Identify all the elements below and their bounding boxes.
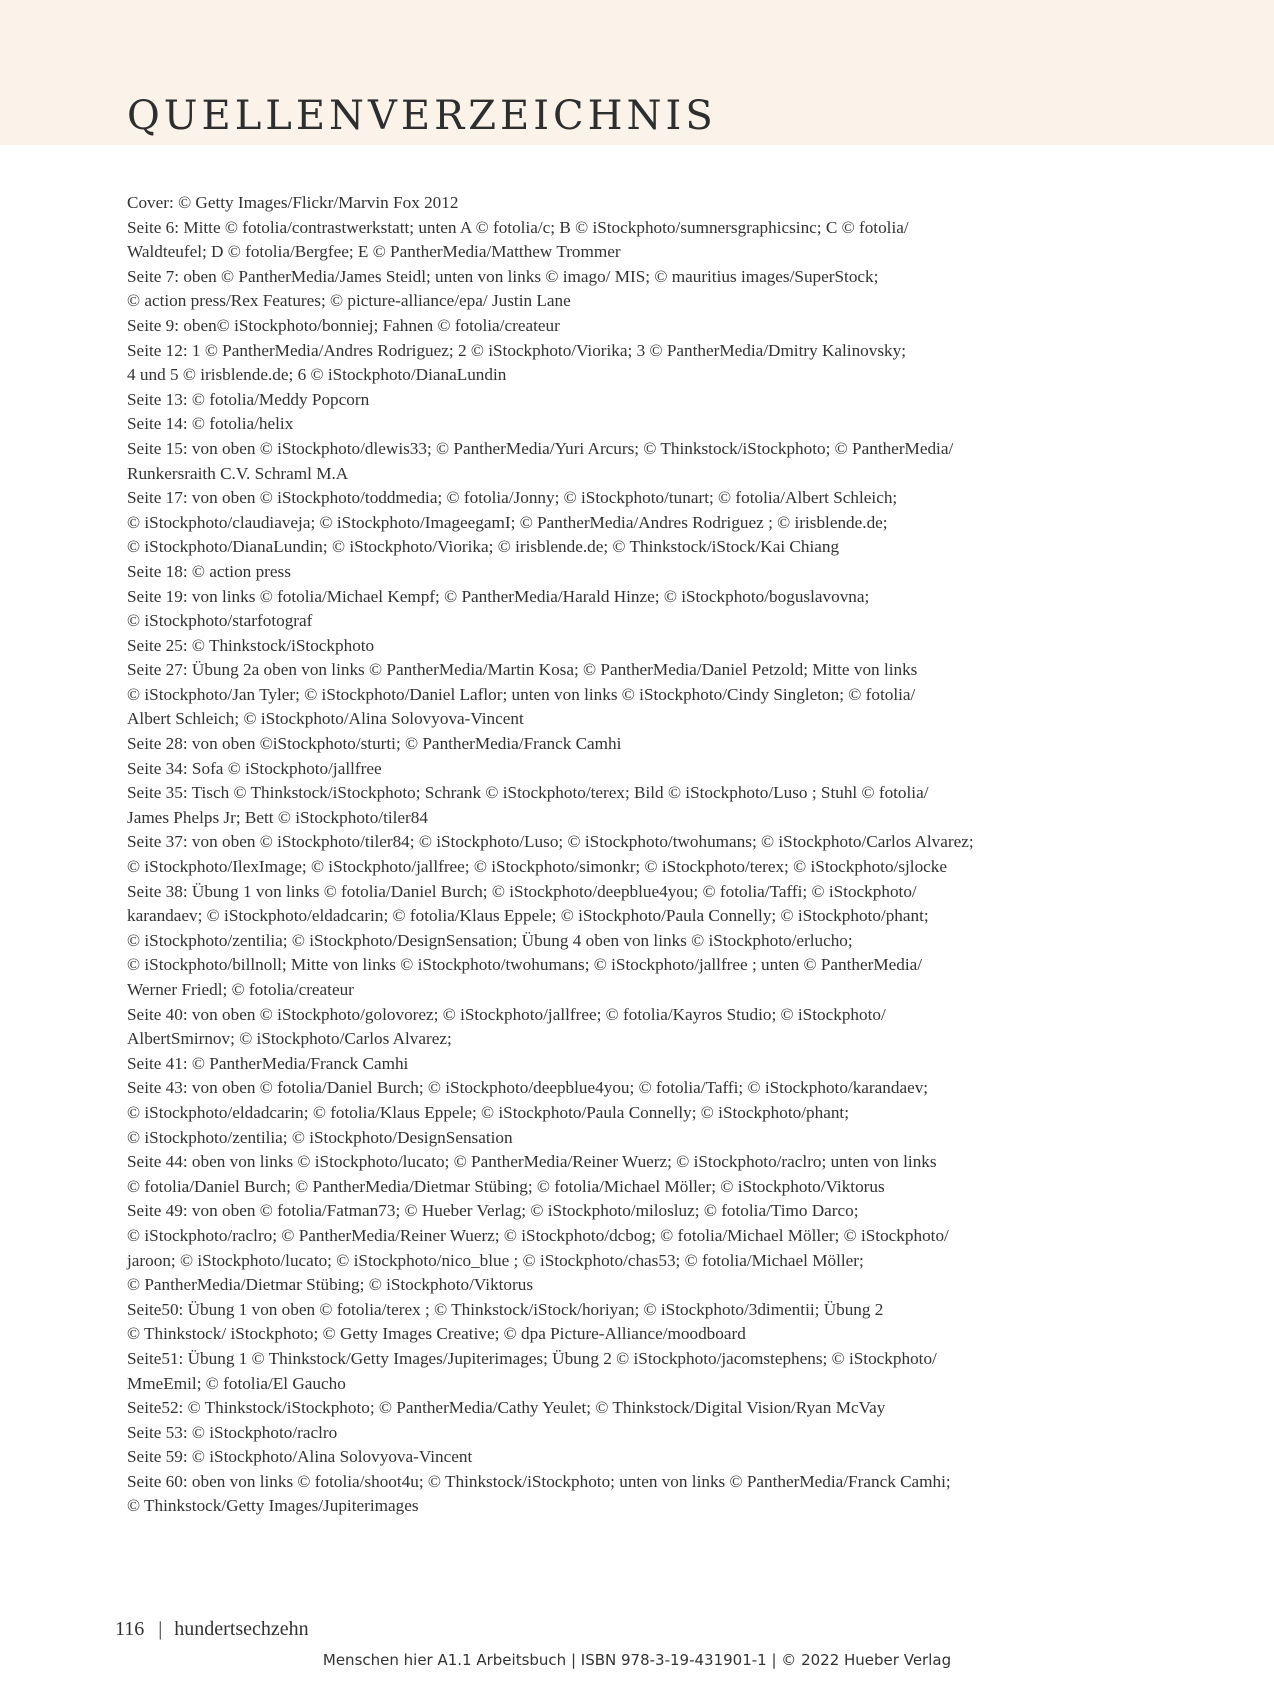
credit-entry (127, 1445, 1147, 1470)
credit-entry (127, 1076, 1147, 1150)
credit-entry (127, 314, 1147, 339)
credit-line: Seite 6: Mitte © fotolia/contrastwerkstatt; unten A © fotolia/c; B © iStockphoto/sumnersgraphicsinc; C © fotolia/ (127, 217, 909, 237)
credit-line: Seite 13: © fotolia/Meddy Popcorn (127, 389, 370, 409)
credit-entry (127, 1298, 1147, 1347)
credit-line: Seite 18: © action press (127, 561, 291, 581)
credit-line: © iStockphoto/IlexImage; © iStockphoto/jallfree; © iStockphoto/simonkr; © iStockphoto/terex; © iStockphoto/sjlocke (127, 857, 948, 877)
credit-line: Seite52: © Thinkstock/iStockphoto; © PantherMedia/Cathy Yeulet; © Thinkstock/Digital Vision/Ryan McVay (127, 1398, 886, 1418)
credit-line: Seite51: Übung 1 © Thinkstock/Getty Images/Jupiterimages; Übung 2 © iStockphoto/jacomstephens; © iStockphoto/ (127, 1348, 937, 1368)
credit-line: Seite 17: von oben © iStockphoto/toddmedia; © fotolia/Jonny; © iStockphoto/tunart; © fotolia/Albert Schleich; (127, 488, 898, 508)
credit-entry (127, 781, 1147, 830)
page-number: 116 (115, 1618, 145, 1640)
credit-line: Seite 53: © iStockphoto/raclro (127, 1422, 338, 1442)
credit-line: Seite 41: © PantherMedia/Franck Camhi (127, 1053, 409, 1073)
credit-line: jaroon; © iStockphoto/lucato; © iStockphoto/nico_blue ; © iStockphoto/chas53; © fotolia/Michael Möller; (127, 1250, 864, 1270)
credit-line: © iStockphoto/DianaLundin; © iStockphoto/Viorika; © irisblende.de; © Thinkstock/iStock/Kai Chiang (127, 537, 840, 557)
page-number-words: hundertsechzehn (174, 1618, 309, 1640)
credit-entry (127, 1421, 1147, 1446)
credit-line: Seite 12: 1 © PantherMedia/Andres Rodriguez; 2 © iStockphoto/Viorika; 3 © PantherMedia/Dmitry Kalinovsky; (127, 340, 907, 360)
credit-entry (127, 1396, 1147, 1421)
credit-entry (127, 560, 1147, 585)
credit-line: MmeEmil; © fotolia/El Gaucho (127, 1373, 346, 1393)
credit-line: © iStockphoto/zentilia; © iStockphoto/DesignSensation (127, 1127, 513, 1147)
credit-entry (127, 830, 1147, 879)
credit-line: © iStockphoto/eldadcarin; © fotolia/Klaus Eppele; © iStockphoto/Paula Connelly; © iStockphoto/phant; (127, 1102, 849, 1122)
credit-line: © iStockphoto/starfotograf (127, 611, 313, 631)
credit-entry (127, 1470, 1147, 1519)
credit-line: Seite 9: oben© iStockphoto/bonniej; Fahnen © fotolia/createur (127, 315, 560, 335)
credit-line: Seite 28: von oben ©iStockphoto/sturti; © PantherMedia/Franck Camhi (127, 734, 622, 754)
credit-line: Seite 35: Tisch © Thinkstock/iStockphoto; Schrank © iStockphoto/terex; Bild © iStockphoto/Luso ; Stuhl © fotolia/ (127, 783, 929, 803)
credit-line: Seite 7: oben © PantherMedia/James Steidl; unten von links © imago/ MIS; © mauritius images/SuperStock; (127, 266, 879, 286)
credit-entry (127, 658, 1147, 732)
credit-entry (127, 486, 1147, 560)
credit-line: Seite 15: von oben © iStockphoto/dlewis33; © PantherMedia/Yuri Arcurs; © Thinkstock/iStockphoto; © PantherMedia/ (127, 438, 954, 458)
credit-line: Seite50: Übung 1 von oben © fotolia/terex ; © Thinkstock/iStock/horiyan; © iStockphoto/3dimentii; Übung 2 (127, 1299, 884, 1319)
page-folio (115, 1616, 309, 1642)
credit-line: Seite 49: von oben © fotolia/Fatman73; © Hueber Verlag; © iStockphoto/milosluz; © fotolia/Timo Darco; (127, 1201, 859, 1221)
credit-line: Seite 43: von oben © fotolia/Daniel Burch; © iStockphoto/deepblue4you; © fotolia/Taffi; © iStockphoto/karandaev; (127, 1078, 929, 1098)
credit-line: Seite 34: Sofa © iStockphoto/jallfree (127, 758, 382, 778)
credit-entry (127, 265, 1147, 314)
credit-line: © iStockphoto/raclro; © PantherMedia/Reiner Wuerz; © iStockphoto/dcbog; © fotolia/Michael Möller; © iStockphoto/ (127, 1225, 949, 1245)
credit-line: Seite 38: Übung 1 von links © fotolia/Daniel Burch; © iStockphoto/deepblue4you; © fotolia/Taffi; © iStockphoto/ (127, 881, 917, 901)
credit-line: © iStockphoto/zentilia; © iStockphoto/DesignSensation; Übung 4 oben von links © iStockphoto/erlucho; (127, 930, 853, 950)
credit-line: © fotolia/Daniel Burch; © PantherMedia/Dietmar Stübing; © fotolia/Michael Möller; © iStockphoto/Viktorus (127, 1176, 885, 1196)
credit-entry (127, 880, 1147, 1003)
credit-entry (127, 585, 1147, 634)
credit-entry (127, 1052, 1147, 1077)
credit-line: Seite 60: oben von links © fotolia/shoot4u; © Thinkstock/iStockphoto; unten von links © PantherMedia/Franck Camhi; (127, 1471, 951, 1491)
credit-entry (127, 1150, 1147, 1199)
credit-line: Seite 14: © fotolia/helix (127, 414, 294, 434)
credit-line: Seite 40: von oben © iStockphoto/golovorez; © iStockphoto/jallfree; © fotolia/Kayros Studio; © iStockphoto/ (127, 1004, 886, 1024)
page-title: QUELLENVERZEICHNIS (127, 93, 717, 139)
credit-line: Seite 27: Übung 2a oben von links © PantherMedia/Martin Kosa; © PantherMedia/Daniel Petzold; Mitte von links (127, 660, 918, 680)
credit-line: Waldteufel; D © fotolia/Bergfee; E © PantherMedia/Matthew Trommer (127, 242, 621, 262)
credit-entry (127, 1347, 1147, 1396)
credit-line: © Thinkstock/ iStockphoto; © Getty Images Creative; © dpa Picture-Alliance/moodboard (127, 1324, 746, 1344)
credit-line: © iStockphoto/billnoll; Mitte von links © iStockphoto/twohumans; © iStockphoto/jallfree ; unten © PantherMedia/ (127, 955, 923, 975)
credit-line: Albert Schleich; © iStockphoto/Alina Solovyova-Vincent (127, 709, 524, 729)
credit-entry (127, 1003, 1147, 1052)
credit-entry (127, 412, 1147, 437)
credit-line: 4 und 5 © irisblende.de; 6 © iStockphoto/DianaLundin (127, 365, 507, 385)
credit-entry (127, 634, 1147, 659)
credit-line: karandaev; © iStockphoto/eldadcarin; © fotolia/Klaus Eppele; © iStockphoto/Paula Connelly; © iStockphoto/phant; (127, 906, 929, 926)
credit-line: Cover: © Getty Images/Flickr/Marvin Fox 2012 (127, 193, 459, 212)
credit-line: James Phelps Jr; Bett © iStockphoto/tiler84 (127, 807, 428, 827)
credit-line: Seite 37: von oben © iStockphoto/tiler84; © iStockphoto/Luso; © iStockphoto/twohumans; © iStockphoto/Carlos Alvarez; (127, 832, 974, 852)
folio-separator: | (158, 1618, 163, 1640)
credit-entry (127, 757, 1147, 782)
credit-entry (127, 216, 1147, 265)
credit-line: Werner Friedl; © fotolia/createur (127, 980, 354, 999)
credit-line: © PantherMedia/Dietmar Stübing; © iStockphoto/Viktorus (127, 1275, 534, 1295)
credit-entry (127, 437, 1147, 486)
credit-line: © action press/Rex Features; © picture-alliance/epa/ Justin Lane (127, 291, 571, 311)
credit-entry (127, 191, 1147, 216)
credit-line: Seite 59: © iStockphoto/Alina Solovyova-Vincent (127, 1447, 473, 1467)
credit-entry (127, 732, 1147, 757)
credit-line: Seite 44: oben von links © iStockphoto/lucato; © PantherMedia/Reiner Wuerz; © iStockphoto/raclro; unten von links (127, 1152, 937, 1172)
book-imprint: Menschen hier A1.1 Arbeitsbuch | ISBN 978-3-19-431901-1 | © 2022 Hueber Verlag (322, 1651, 952, 1669)
credit-line: Seite 19: von links © fotolia/Michael Kempf; © PantherMedia/Harald Hinze; © iStockphoto/boguslavovna; (127, 586, 870, 606)
credits-list (127, 191, 1147, 1519)
credit-entry (127, 339, 1147, 388)
credit-entry (127, 388, 1147, 413)
credit-line: Seite 25: © Thinkstock/iStockphoto (127, 635, 375, 655)
credit-line: © Thinkstock/Getty Images/Jupiterimages (127, 1496, 419, 1516)
credit-line: © iStockphoto/Jan Tyler; © iStockphoto/Daniel Laflor; unten von links © iStockphoto/Cindy Singleton; © fotolia/ (127, 684, 916, 704)
credit-line: Runkersraith C.V. Schraml M.A (127, 463, 349, 483)
credit-line: © iStockphoto/claudiaveja; © iStockphoto/ImageegamI; © PantherMedia/Andres Rodriguez ; © irisblende.de; (127, 512, 888, 532)
credit-entry (127, 1199, 1147, 1297)
credit-line: AlbertSmirnov; © iStockphoto/Carlos Alvarez; (127, 1029, 452, 1049)
